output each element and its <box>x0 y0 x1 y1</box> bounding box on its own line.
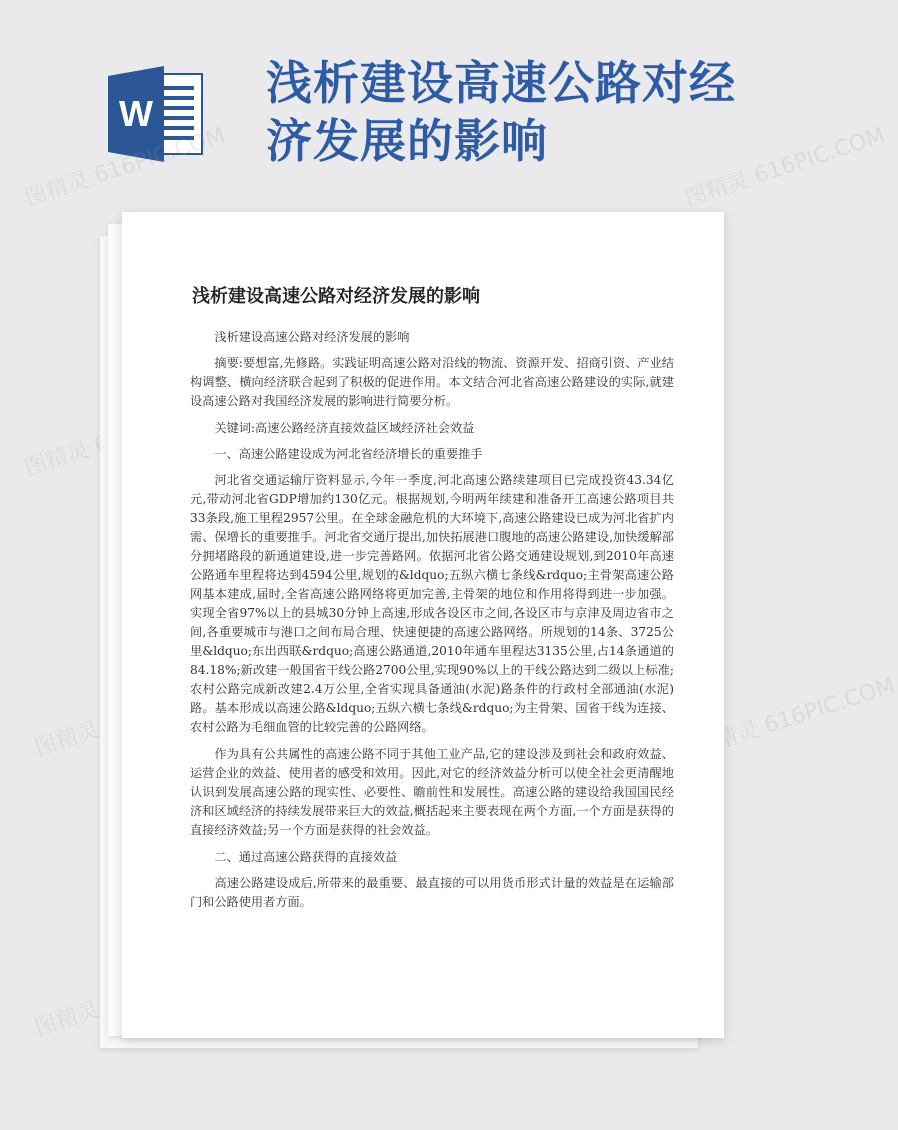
main-title: 浅析建设高速公路对经济发展的影响 <box>266 56 736 168</box>
document-title: 浅析建设高速公路对经济发展的影响 <box>192 286 480 307</box>
watermark: 图精灵 616PIC.COM <box>681 123 889 212</box>
paragraph: 河北省交通运输厅资料显示,今年一季度,河北高速公路续建项目已完成投资43.34亿元,带动河北省GDP增加约130亿元。根据规划,今明两年续建和准备开工高速公路项目共33条段,施工里程2957公里。在全球金融危机的大环境下,高速公路建设已成为河北省扩内需、保增长的重要推手。河北省交通厅提出,加快拓展港口腹地的高速公路建设,加快缓解部分拥堵路段的新通道建设,进一步完善路网。依据河北省公路交通建设规划,到2010年高速公路通车里程将达到4594公里,规划的&ldquo;五纵六横七条线&rdquo;主骨架高速公路网基本建成,届时,全省高速公路网络将更加完善,主骨架的地位和作用将得到进一步加强。实现全省97%以上的县城30分钟上高速,形成各设区市之间,各设区市与京津及周边省市之间,各重要城市与港口之间布局合理、快速便捷的高速公路网络。所规划的14条、3725公里&ldquo;东出西联&rdquo;高速公路通道,2010年通车里程达3135公里,占14条通道的84.18%;新改建一般国省干线公路2700公里,实现90%以上的干线公路达到二级以上标准;农村公路完成新改建2.4万公里,全省实现具备通油(水泥)路条件的行政村全部通油(水泥)路。基本形成以高速公路&ldquo;五纵六横七条线&rdquo;为主骨架、国省干线为连接、农村公路为毛细血管的比较完善的公路网络。 <box>190 473 674 734</box>
word-document-icon <box>108 66 208 162</box>
abstract-paragraph: 摘要:要想富,先修路。实践证明高速公路对沿线的物流、资源开发、招商引资、产业结构调整、横向经济联合起到了积极的促进作用。本文结合河北省高速公路建设的实际,就建设高速公路对我国经济发展的影响进行简要分析。 <box>190 356 674 408</box>
section-heading: 一、高速公路建设成为河北省经济增长的重要推手 <box>214 447 483 461</box>
section-heading: 二、通过高速公路获得的直接效益 <box>214 850 398 864</box>
watermark: 图精灵 <box>31 997 103 1042</box>
paragraph: 浅析建设高速公路对经济发展的影响 <box>214 330 410 344</box>
document-page <box>122 212 724 1038</box>
watermark: 图精灵 <box>21 437 93 482</box>
svg-text:W: W <box>119 93 153 134</box>
paragraph: 高速公路建设成后,所带来的最重要、最直接的可以用货币形式计量的效益是在运输部门和公路使用者方面。 <box>190 876 674 909</box>
keywords-paragraph: 关键词:高速公路经济直接效益区域经济社会效益 <box>214 421 475 435</box>
paragraph: 作为具有公共属性的高速公路不同于其他工业产品,它的建设涉及到社会和政府效益、运营企业的效益、使用者的感受和效用。因此,对它的经济效益分析可以使全社会更清醒地认识到发展高速公路的现实性、必要性、瞻前性和发展性。高速公路的建设给我国国民经济和区域经济的持续发展带来巨大的效益,概括起来主要表现在两个方面,一个方面是获得的直接经济效益;另一个方面是获得的社会效益。 <box>190 747 674 837</box>
watermark: 图精灵 616PIC.COM <box>691 673 898 762</box>
document-body <box>190 328 674 920</box>
header-banner <box>0 0 800 200</box>
watermark: 图精灵 <box>31 717 103 762</box>
watermark: 图精灵 616PIC.COM <box>21 123 229 212</box>
